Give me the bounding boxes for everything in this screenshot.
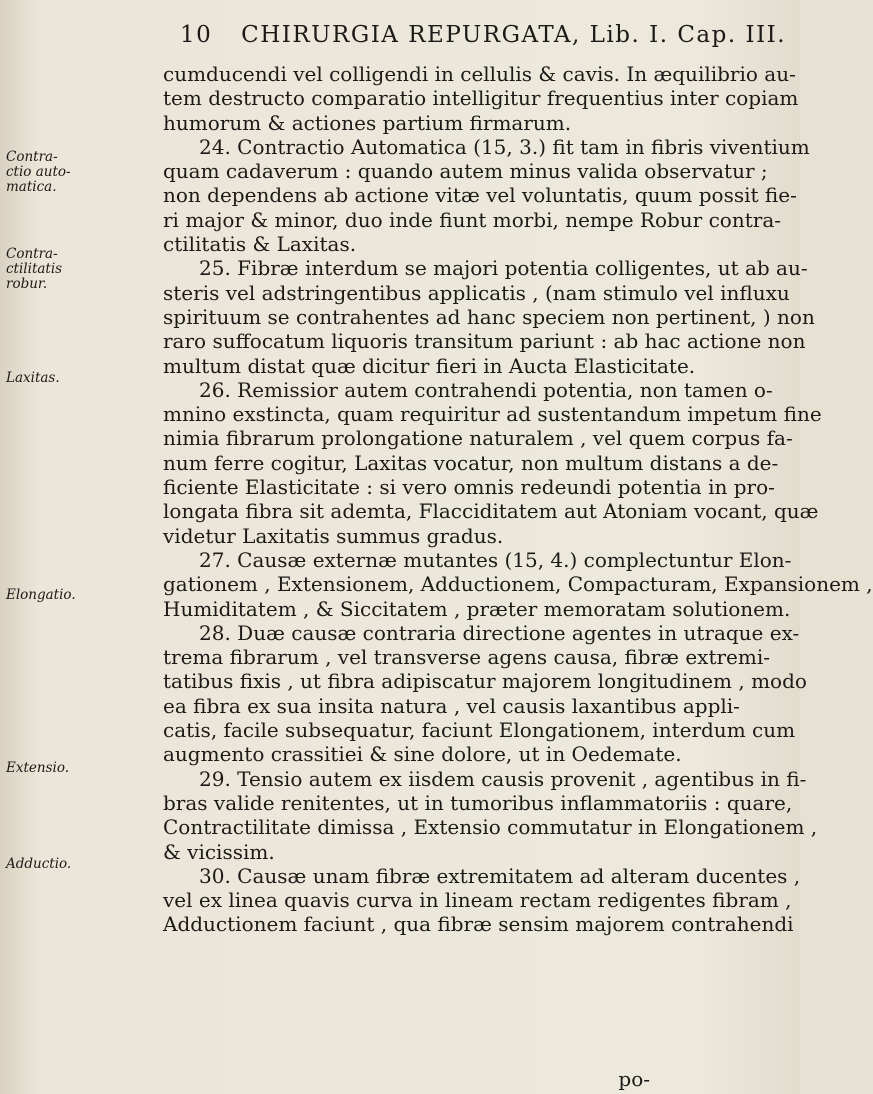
margin-note-extensio (6, 761, 118, 776)
margin-note-line: Adductio. (6, 856, 72, 872)
running-title: CHIRURGIA REPURGATA, Lib. I. Cap. III. (241, 22, 787, 48)
text-line: raro suffocatum liquoris transitum pariunt : ab hac actione non (163, 329, 806, 354)
margin-note-robur (6, 247, 118, 292)
margin-note-line: matica. (6, 179, 57, 195)
text-line: longata fibra sit ademta, Flacciditatem aut Atoniam vocant, quæ (163, 499, 819, 524)
margin-note-contractio (6, 150, 118, 195)
running-header (180, 22, 787, 56)
text-line: trema fibrarum , vel transverse agens causa, fibræ extremi- (163, 645, 770, 670)
text-line: bras valide renitentes, ut in tumoribus inflammatoriis : quare, (163, 790, 793, 815)
catchword: po- (618, 1067, 650, 1091)
text-line: tatibus fixis , ut fibra adipiscatur majorem longitudinem , modo (163, 669, 807, 694)
text-line: Adductionem faciunt , qua fibræ sensim majorem contrahendi (163, 912, 794, 937)
text-line: videtur Laxitatis summus gradus. (163, 523, 504, 548)
text-line: Humiditatem , & Siccitatem , præter memoratam solutionem. (163, 596, 791, 621)
text-line: nimia fibrarum prolongatione naturalem , vel quem corpus fa- (163, 426, 793, 451)
text-line: spirituum se contrahentes ad hanc speciem non pertinent, ) non (163, 304, 815, 329)
text-line: gationem , Extensionem, Adductionem, Compacturam, Expansionem , (163, 572, 873, 597)
text-line: ri major & minor, duo inde fiunt morbi, nempe Robur contra- (163, 207, 781, 232)
text-line: mnino exstincta, quam requiritur ad sustentandum impetum fine (163, 402, 822, 427)
margin-note-line: Laxitas. (6, 370, 60, 386)
text-line: humorum & actiones partium firmarum. (163, 110, 572, 135)
margin-note-line: Contra- (6, 246, 58, 262)
text-line: num ferre cogitur, Laxitas vocatur, non multum distans a de- (163, 450, 779, 475)
margin-note-line: Elongatio. (6, 587, 76, 603)
text-line: tem destructo comparatio intelligitur frequentius inter copiam (163, 86, 799, 111)
text-line: non dependens ab actione vitæ vel voluntatis, quum possit fie- (163, 183, 797, 208)
text-line: 26. Remissior autem contrahendi potentia, non tamen o- (199, 377, 773, 402)
margin-note-adductio (6, 857, 118, 872)
text-line: augmento crassitiei & sine dolore, ut in Oedemate. (163, 742, 682, 767)
text-line: 25. Fibræ interdum se majori potentia colligentes, ut ab au- (199, 256, 808, 281)
body-text (163, 62, 873, 937)
text-line: 24. Contractio Automatica (15, 3.) fit tam in fibris viventium (199, 134, 810, 159)
text-line: 30. Causæ unam fibræ extremitatem ad alteram ducentes , (199, 863, 801, 888)
text-line: cumducendi vel colligendi in cellulis & cavis. In æquilibrio au- (163, 62, 796, 86)
margin-note-elongatio (6, 588, 118, 603)
text-line: vel ex linea quavis curva in lineam rectam redigentes fibram , (163, 888, 792, 913)
text-line: ctilitatis & Laxitas. (163, 232, 357, 257)
margin-note-laxitas (6, 371, 118, 386)
text-line: multum distat quæ dicitur fieri in Aucta Elasticitate. (163, 353, 696, 378)
margin-note-line: ctio auto- (6, 164, 71, 180)
page-number: 10 (180, 22, 213, 48)
text-line: 28. Duæ causæ contraria directione agentes in utraque ex- (199, 620, 800, 645)
margin-note-line: ctilitatis (6, 261, 63, 277)
margin-note-line: Extensio. (6, 760, 70, 776)
text-line: 29. Tensio autem ex iisdem causis provenit , agentibus in fi- (199, 766, 807, 791)
text-line: ea fibra ex sua insita natura , vel causis laxantibus appli- (163, 693, 740, 718)
text-line: ficiente Elasticitate : si vero omnis redeundi potentia in pro- (163, 475, 775, 500)
text-line: Contractilitate dimissa , Extensio commutatur in Elongationem , (163, 815, 818, 840)
text-line: & vicissim. (163, 839, 275, 864)
margin-note-line: robur. (6, 276, 48, 292)
margin-note-line: Contra- (6, 149, 58, 165)
text-line: quam cadaverum : quando autem minus valida observatur ; (163, 159, 768, 184)
text-line: steris vel adstringentibus applicatis , (nam stimulo vel influxu (163, 280, 790, 305)
text-line: 27. Causæ externæ mutantes (15, 4.) complectuntur Elon- (199, 547, 792, 572)
text-line: catis, facile subsequatur, faciunt Elongationem, interdum cum (163, 718, 796, 743)
